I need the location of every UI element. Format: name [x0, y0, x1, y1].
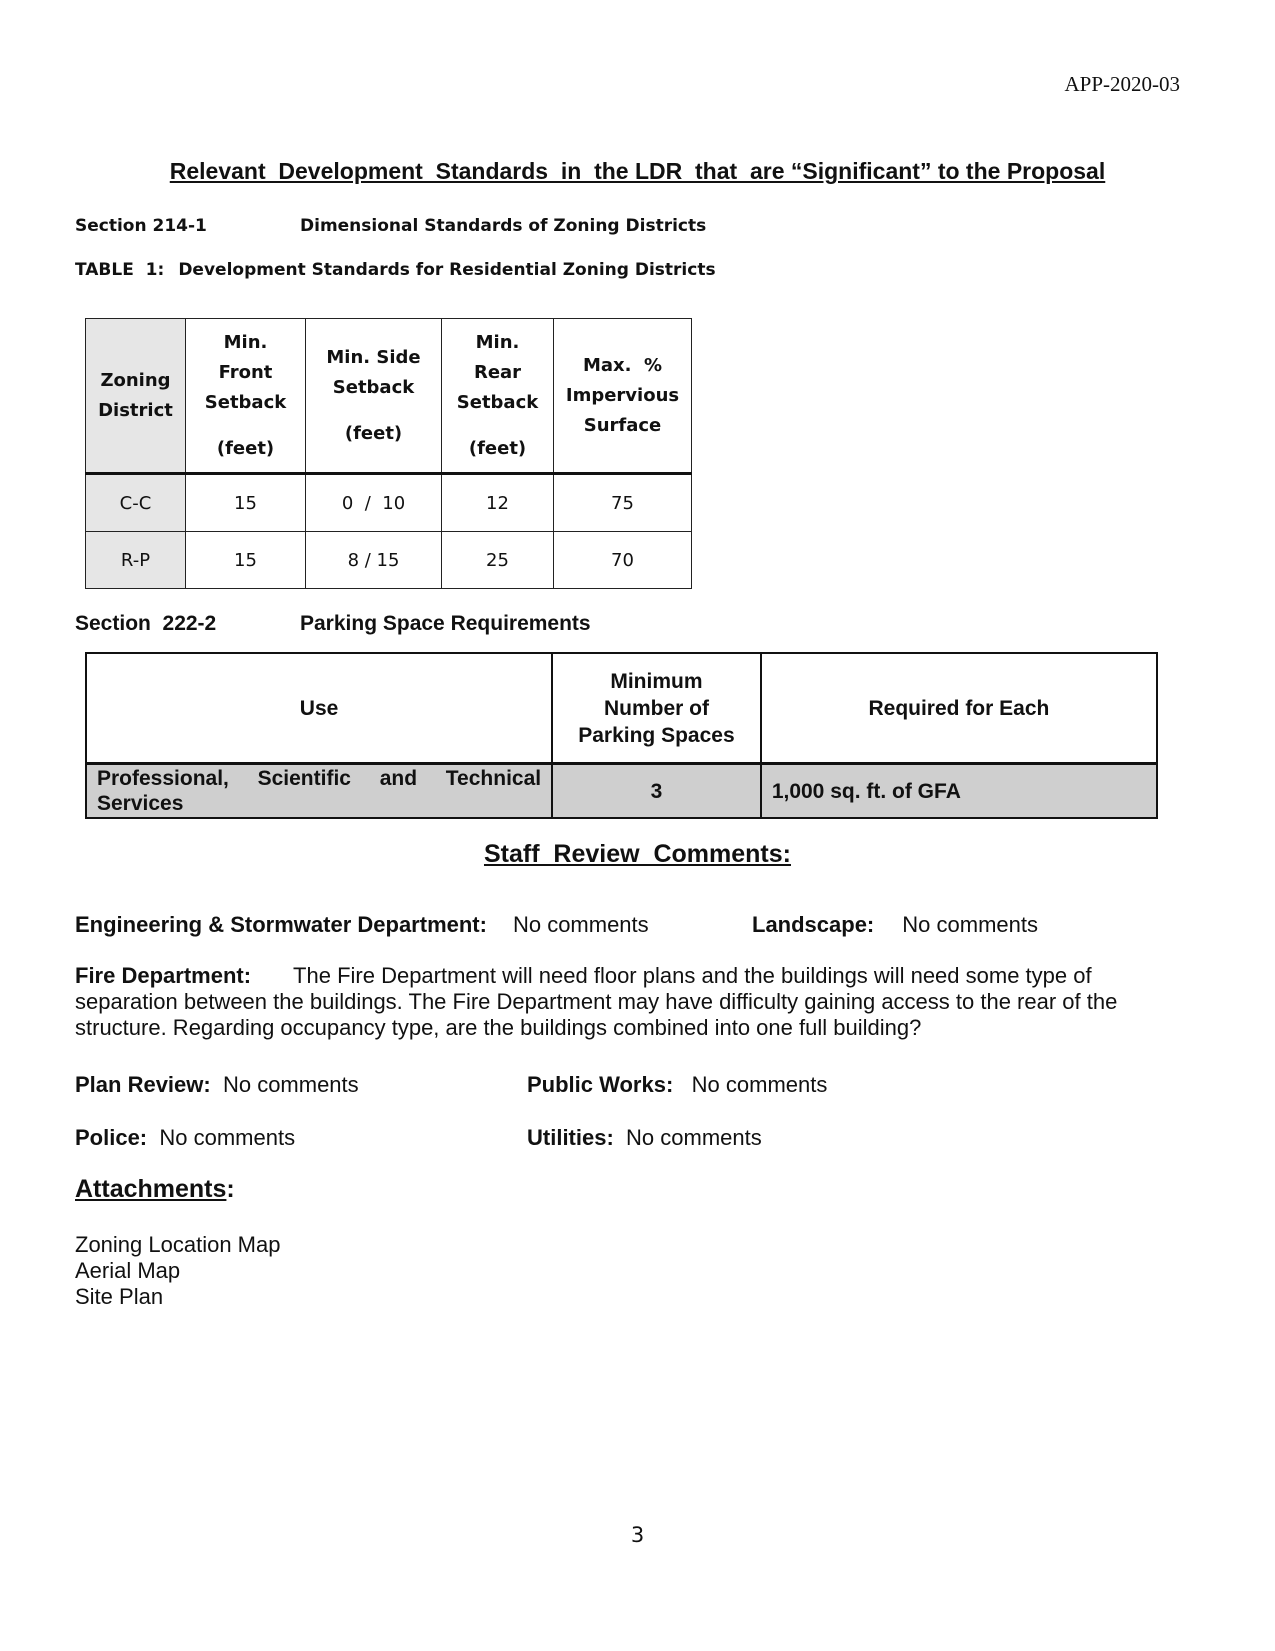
comment-value: No comments — [222, 1072, 359, 1097]
list-item: Site Plan — [75, 1284, 164, 1309]
cell-side: 0 / 10 — [306, 474, 442, 532]
header-line: Front — [218, 361, 273, 383]
header-line: Min. — [223, 331, 268, 353]
header-line: Parking Spaces — [578, 723, 735, 747]
cell-side: 8 / 15 — [306, 532, 442, 589]
attachments-list — [75, 1232, 280, 1310]
comment-label: Utilities: — [527, 1125, 614, 1150]
header-min-rear-setback — [442, 319, 554, 474]
header-required-for-each: Required for Each — [761, 653, 1157, 764]
table-header-row — [86, 653, 1157, 764]
attachments-title: Attachments — [75, 1175, 227, 1203]
header-use: Use — [86, 653, 552, 764]
list-item: Zoning Location Map — [75, 1232, 281, 1257]
comment-value: No comments — [512, 912, 649, 937]
cell-rear: 12 — [442, 474, 554, 532]
cell-use: Professional, Scientific and Technical Services — [86, 764, 552, 819]
table-row — [86, 474, 692, 532]
section-number: Section 222-2 — [75, 612, 217, 635]
table-header-row — [86, 319, 692, 474]
comment-value: No comments — [691, 1072, 828, 1097]
dimensional-standards-table — [85, 318, 692, 589]
comment-value: The Fire Department will need floor plans and the buildings will need some type of separation between the buildings. The Fire Department may have difficulty gaining access to the rear of the structure. Regarding occupancy type, are the buildings combined into one full building? — [75, 963, 1118, 1040]
header-line: Setback — [332, 376, 415, 398]
plan-review-comment — [75, 1072, 359, 1098]
comment-label: Engineering & Stormwater Department: — [75, 912, 487, 937]
header-line: Setback — [204, 391, 287, 413]
comment-label: Plan Review: — [75, 1072, 211, 1097]
cell-front: 15 — [186, 474, 306, 532]
table1-caption — [75, 260, 716, 280]
section-number: Section 214-1 — [75, 216, 207, 236]
header-unit: (feet) — [344, 422, 403, 444]
section-title: Dimensional Standards of Zoning Districts — [300, 216, 707, 236]
header-line: Surface — [583, 414, 662, 436]
engineering-comment — [75, 912, 649, 938]
document-reference: APP-2020-03 — [1064, 72, 1180, 96]
header-unit: (feet) — [216, 437, 275, 459]
comment-label: Fire Department: — [75, 963, 252, 988]
header-line: Zoning — [100, 369, 171, 391]
header-line: Min. Side — [326, 346, 421, 368]
header-min-front-setback — [186, 319, 306, 474]
cell-impervious: 70 — [554, 532, 692, 589]
cell-zoning: C-C — [86, 474, 186, 532]
cell-front: 15 — [186, 532, 306, 589]
attachments-colon: : — [226, 1175, 235, 1203]
header-line: Setback — [456, 391, 539, 413]
header-zoning-district — [86, 319, 186, 474]
comment-value: No comments — [902, 912, 1038, 937]
section-title: Parking Space Requirements — [300, 612, 591, 635]
table-title: Development Standards for Residential Zoning Districts — [178, 260, 716, 280]
header-line: Rear — [473, 361, 522, 383]
cell-minimum: 3 — [552, 764, 761, 819]
comment-value: No comments — [159, 1125, 296, 1150]
cell-rear: 25 — [442, 532, 554, 589]
comment-label: Landscape: — [752, 912, 875, 937]
header-line: Min. — [475, 331, 520, 353]
cell-zoning: R-P — [86, 532, 186, 589]
attachments-heading — [75, 1175, 235, 1204]
cell-required-for: 1,000 sq. ft. of GFA — [761, 764, 1157, 819]
comment-label: Public Works: — [527, 1072, 674, 1097]
header-line: Number of — [603, 696, 709, 720]
public-works-comment — [527, 1072, 827, 1098]
header-minimum-spaces — [552, 653, 761, 764]
comment-value: No comments — [626, 1125, 762, 1150]
table-row — [86, 764, 1157, 819]
cell-impervious: 75 — [554, 474, 692, 532]
list-item: Aerial Map — [75, 1258, 181, 1283]
header-line: District — [98, 399, 173, 421]
header-line: Max. % — [582, 354, 663, 376]
header-max-impervious — [554, 319, 692, 474]
header-unit: (feet) — [468, 437, 527, 459]
utilities-comment — [527, 1125, 762, 1151]
page-title: Relevant Development Standards in the LDR that are “Significant” to the Proposal — [169, 158, 1106, 184]
page-number: 3 — [630, 1523, 645, 1547]
police-comment — [75, 1125, 295, 1151]
comment-label: Police: — [75, 1125, 148, 1150]
header-line: Impervious — [565, 384, 680, 406]
fire-department-comment — [75, 963, 1175, 1041]
staff-review-heading: Staff Review Comments: — [483, 840, 791, 868]
landscape-comment — [752, 912, 1038, 938]
header-min-side-setback — [306, 319, 442, 474]
table-row — [86, 532, 692, 589]
parking-requirements-table — [85, 652, 1158, 819]
section-214-heading — [75, 216, 706, 236]
table-label: TABLE 1: — [75, 260, 165, 280]
section-222-heading — [75, 612, 591, 636]
header-line: Minimum — [610, 669, 703, 693]
